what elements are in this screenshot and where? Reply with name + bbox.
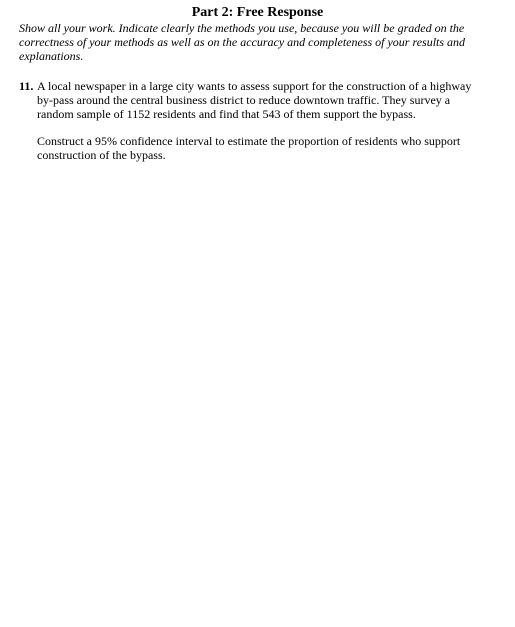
part-title: Part 2: Free Response (191, 5, 324, 20)
question-text: A local newspaper in a large city wants to assess support for the construction of a highway by-pass around the central business district to reduce downtown traffic. They survey a random sample of 1152 residents and find that 543 of them support the bypass. (37, 79, 472, 121)
question-body (37, 79, 489, 162)
question-prompt: Construct a 95% confidence interval to estimate the proportion of residents who support construction of the bypass. (37, 134, 461, 162)
question-number: 11. (19, 79, 34, 93)
question-11 (19, 79, 489, 162)
instructions-text: Show all your work. Indicate clearly the methods you use, because you will be graded on the correctness of your methods as well as on the accuracy and completeness of your results and explanations. (19, 21, 466, 63)
